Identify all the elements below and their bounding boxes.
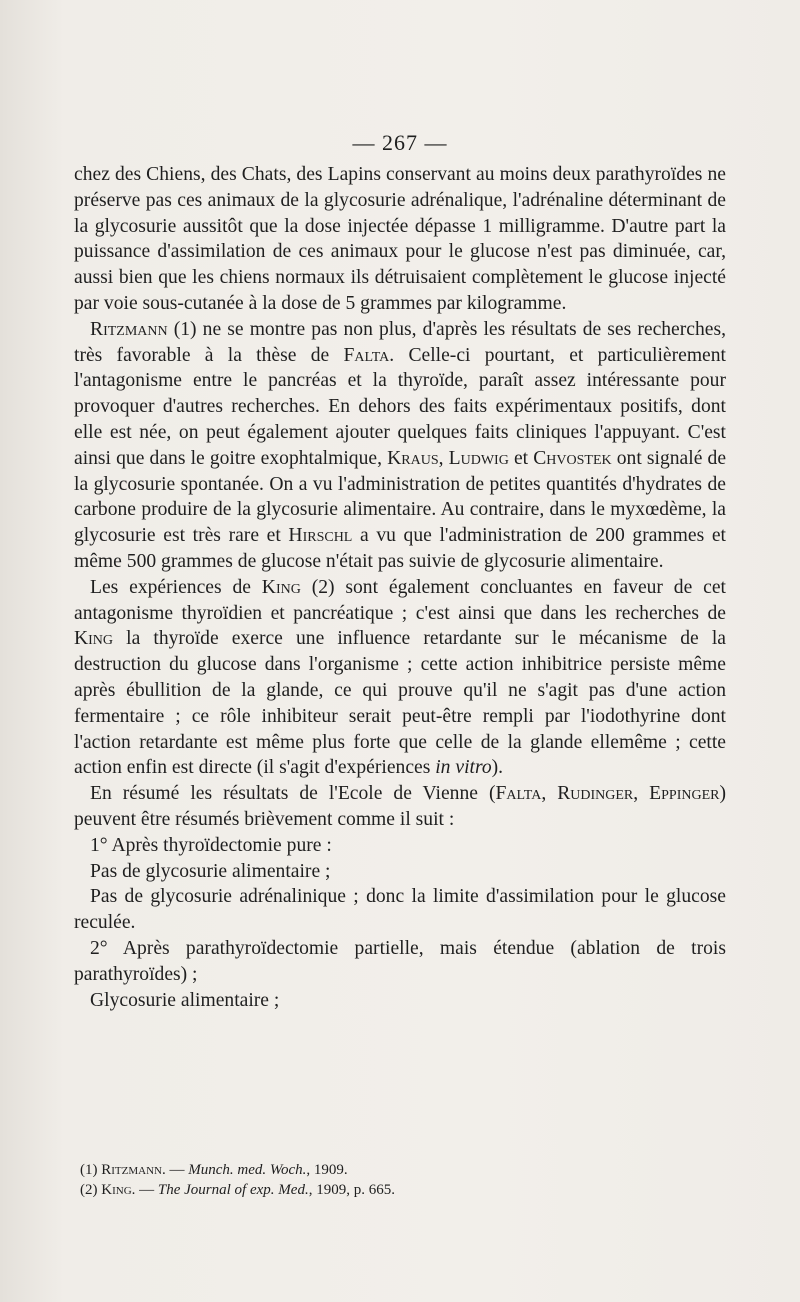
author-kraus: Kraus bbox=[387, 447, 439, 469]
paragraph-2: Ritzmann (1) ne se montre pas non plus, d'après les résultats de ses recherches, très favorable à la thèse de Falta. Celle-ci pourtant, et particulièrement l'antagonisme entre le pancréas et la thyroïde, paraît assez intéressante pour provoquer d'autres recherches. En dehors des faits expérimentaux positifs, dont elle est née, on peut également ajouter quelques faits cliniques l'appuyant. C'est ainsi que dans le goitre exophtalmique, Kraus, Ludwig et Chvostek ont signalé de la glycosurie spontanée. On a vu l'administration de petites quantités d'hydrates de carbone produire de la glycosurie alimentaire. Au contraire, dans le myxœdème, la glycosurie est très rare et Hirschl a vu que l'administration de 200 grammes et même 500 grammes de glucose n'était pas suivie de glycosurie alimentaire. bbox=[74, 318, 727, 572]
body-text bbox=[74, 162, 726, 1013]
list-item: Pas de glycosurie adrénalinique ; donc la limite d'assimilation pour le glucose reculée. bbox=[74, 886, 726, 934]
list-item: 1° Après thyroïdectomie pure : bbox=[90, 834, 332, 856]
author-king: King bbox=[74, 628, 114, 650]
author-hirschl: Hirschl bbox=[288, 525, 353, 547]
list-item: 2° Après parathyroïdectomie partielle, mais étendue (ablation de trois parathyroïdes) ; bbox=[74, 937, 726, 985]
in-vitro: in vitro bbox=[435, 757, 492, 779]
author-ritzmann: Ritzmann bbox=[90, 318, 168, 340]
author-rudinger: Rudinger bbox=[557, 783, 634, 805]
footnote-1: (1) Ritzmann. — Munch. med. Woch., 1909. bbox=[80, 1162, 348, 1178]
paragraph-3: Les expériences de King (2) sont également concluantes en faveur de cet antagonisme thyroïdien et pancréatique ; c'est ainsi que dans les recherches de King la thyroïde exerce une influence retardante sur le mécanisme de la destruction du glucose dans l'organisme ; cette action inhibitrice persiste même après ébullition de la glande, ce qui prouve qu'il ne s'agit pas d'une action fermentaire ; ce rôle inhibiteur serait peut-être rempli par l'iodothyrine dont l'action retardante est même plus forte que celle de la glande ellemême ; cette action enfin est directe (il s'agit d'expériences in vitro). bbox=[74, 576, 726, 779]
author-falta: Falta bbox=[343, 344, 390, 366]
author-eppinger: Eppinger bbox=[649, 783, 720, 805]
list-item: Glycosurie alimentaire ; bbox=[90, 989, 280, 1011]
page-number: — 267 — bbox=[352, 130, 448, 155]
list-item: Pas de glycosurie alimentaire ; bbox=[90, 860, 331, 882]
paragraph-1: chez des Chiens, des Chats, des Lapins conservant au moins deux parathyroïdes ne préserve pas ces animaux de la glycosurie adrénalique, l'adrénaline déterminant de la glycosurie aussitôt que la dose injectée dépasse 1 milligramme. D'autre part la puissance d'assimilation de ces animaux pour le glucose n'est pas diminuée, car, aussi bien que les chiens normaux ils détruisaient complètement le glucose injecté par voie sous-cutanée à la dose de 5 grammes par kilogramme. bbox=[74, 164, 726, 314]
author-king: King bbox=[261, 576, 301, 598]
footnotes bbox=[80, 1160, 680, 1200]
paragraph-4: En résumé les résultats de l'Ecole de Vienne (Falta, Rudinger, Eppinger) peuvent être résumés brièvement comme il suit : bbox=[74, 783, 727, 830]
author-ludwig: Ludwig bbox=[448, 447, 509, 469]
author-chvostek: Chvostek bbox=[533, 447, 612, 469]
footnote-2: (2) King. — The Journal of exp. Med., 1909, p. 665. bbox=[80, 1182, 395, 1198]
author-falta: Falta bbox=[495, 783, 542, 805]
